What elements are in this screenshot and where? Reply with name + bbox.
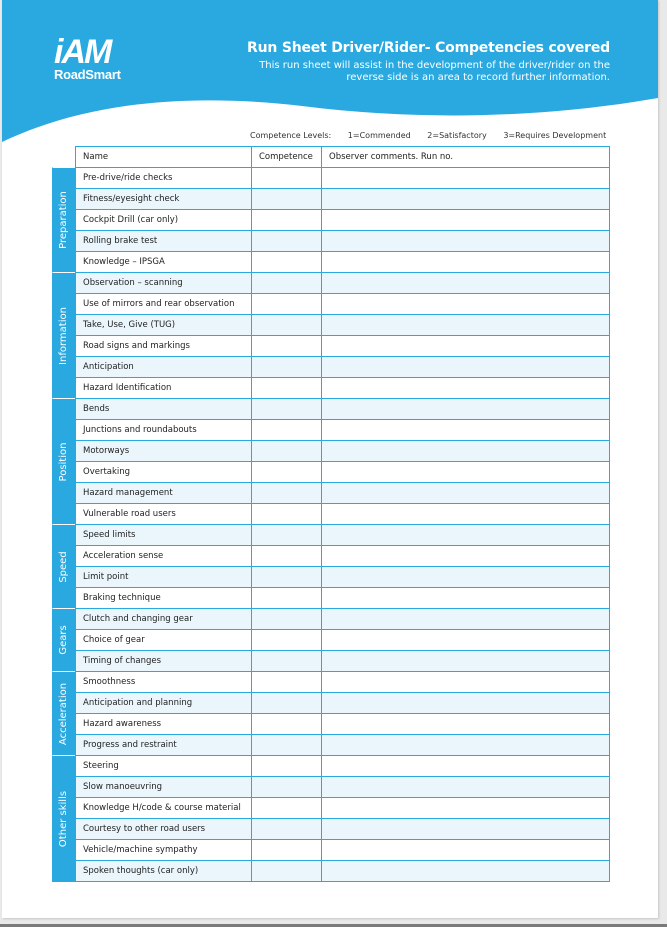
competence-cell[interactable] — [251, 671, 321, 692]
observer-comments-cell[interactable] — [321, 188, 609, 209]
competency-name: Road signs and markings — [75, 335, 251, 356]
legend-level-1: 1=Commended — [347, 131, 411, 140]
competency-name: Bends — [75, 398, 251, 419]
observer-comments-cell[interactable] — [321, 440, 609, 461]
competence-cell[interactable] — [251, 608, 321, 629]
competency-name: Vehicle/machine sympathy — [75, 839, 251, 860]
competencies-table — [52, 146, 610, 882]
observer-comments-cell[interactable] — [321, 503, 609, 524]
observer-comments-cell[interactable] — [321, 818, 609, 839]
observer-comments-cell[interactable] — [321, 629, 609, 650]
competency-name: Observation – scanning — [75, 272, 251, 293]
competency-name: Use of mirrors and rear observation — [75, 293, 251, 314]
competency-name: Hazard management — [75, 482, 251, 503]
logo-mark: iAM — [54, 33, 111, 71]
competence-cell[interactable] — [251, 545, 321, 566]
competence-cell[interactable] — [251, 251, 321, 272]
category-label: Other skills — [58, 790, 69, 847]
competence-cell[interactable] — [251, 713, 321, 734]
competency-name: Braking technique — [75, 587, 251, 608]
iam-roadsmart-logo — [54, 33, 121, 82]
competency-name: Speed limits — [75, 524, 251, 545]
competency-name: Progress and restraint — [75, 734, 251, 755]
competence-cell[interactable] — [251, 692, 321, 713]
column-header-observer-comments: Observer comments. Run no. — [321, 146, 609, 167]
legend-label: Competence Levels: — [250, 131, 332, 140]
competency-name: Smoothness — [75, 671, 251, 692]
observer-comments-cell[interactable] — [321, 587, 609, 608]
category-speed — [52, 524, 75, 608]
observer-comments-cell[interactable] — [321, 713, 609, 734]
competence-cell[interactable] — [251, 860, 321, 882]
competence-cell[interactable] — [251, 503, 321, 524]
observer-comments-cell[interactable] — [321, 566, 609, 587]
observer-comments-cell[interactable] — [321, 755, 609, 776]
competency-name: Vulnerable road users — [75, 503, 251, 524]
competency-name: Courtesy to other road users — [75, 818, 251, 839]
observer-comments-cell[interactable] — [321, 335, 609, 356]
competence-cell[interactable] — [251, 734, 321, 755]
observer-comments-cell[interactable] — [321, 272, 609, 293]
competence-legend — [250, 131, 606, 140]
competency-name: Hazard awareness — [75, 713, 251, 734]
category-label: Gears — [58, 625, 69, 655]
competency-name: Limit point — [75, 566, 251, 587]
competence-cell[interactable] — [251, 188, 321, 209]
competence-cell[interactable] — [251, 650, 321, 671]
observer-comments-cell[interactable] — [321, 860, 609, 882]
competence-cell[interactable] — [251, 587, 321, 608]
category-label: Information — [58, 306, 69, 365]
competence-cell[interactable] — [251, 230, 321, 251]
logo-subtitle: RoadSmart — [54, 67, 121, 82]
observer-comments-cell[interactable] — [321, 167, 609, 188]
competency-name: Clutch and changing gear — [75, 608, 251, 629]
observer-comments-cell[interactable] — [321, 839, 609, 860]
page-title: Run Sheet Driver/Rider- Competencies covered — [247, 40, 610, 56]
observer-comments-cell[interactable] — [321, 377, 609, 398]
legend-level-2: 2=Satisfactory — [427, 131, 487, 140]
competence-cell[interactable] — [251, 293, 321, 314]
page-subtitle: This run sheet will assist in the development of the driver/rider on the reverse side is an area to record further information. — [259, 60, 610, 83]
observer-comments-cell[interactable] — [321, 650, 609, 671]
competence-cell[interactable] — [251, 209, 321, 230]
observer-comments-cell[interactable] — [321, 671, 609, 692]
competency-name: Take, Use, Give (TUG) — [75, 314, 251, 335]
observer-comments-cell[interactable] — [321, 398, 609, 419]
competency-name: Junctions and roundabouts — [75, 419, 251, 440]
observer-comments-cell[interactable] — [321, 545, 609, 566]
table-corner — [52, 146, 75, 167]
competency-name: Acceleration sense — [75, 545, 251, 566]
category-label: Speed — [58, 550, 69, 583]
category-information — [52, 272, 75, 398]
competency-name: Fitness/eyesight check — [75, 188, 251, 209]
competency-name: Steering — [75, 755, 251, 776]
competency-name: Timing of changes — [75, 650, 251, 671]
competence-cell[interactable] — [251, 755, 321, 776]
competency-name: Knowledge H/code & course material — [75, 797, 251, 818]
observer-comments-cell[interactable] — [321, 209, 609, 230]
category-gears — [52, 608, 75, 671]
competence-cell[interactable] — [251, 398, 321, 419]
competency-name: Pre-drive/ride checks — [75, 167, 251, 188]
competence-cell[interactable] — [251, 335, 321, 356]
observer-comments-cell[interactable] — [321, 251, 609, 272]
competence-cell[interactable] — [251, 314, 321, 335]
competence-cell[interactable] — [251, 566, 321, 587]
competency-name: Motorways — [75, 440, 251, 461]
observer-comments-cell[interactable] — [321, 230, 609, 251]
competence-cell[interactable] — [251, 524, 321, 545]
competency-name: Anticipation — [75, 356, 251, 377]
competence-cell[interactable] — [251, 377, 321, 398]
observer-comments-cell[interactable] — [321, 692, 609, 713]
competence-cell[interactable] — [251, 629, 321, 650]
category-position — [52, 398, 75, 524]
competence-cell[interactable] — [251, 272, 321, 293]
competence-cell[interactable] — [251, 776, 321, 797]
competency-name: Anticipation and planning — [75, 692, 251, 713]
observer-comments-cell[interactable] — [321, 608, 609, 629]
competency-name: Choice of gear — [75, 629, 251, 650]
competence-cell[interactable] — [251, 839, 321, 860]
observer-comments-cell[interactable] — [321, 797, 609, 818]
competence-cell[interactable] — [251, 482, 321, 503]
observer-comments-cell[interactable] — [321, 482, 609, 503]
column-header-competence: Competence — [251, 146, 321, 167]
competency-name: Knowledge – IPSGA — [75, 251, 251, 272]
category-label: Preparation — [58, 191, 69, 249]
competency-name: Cockpit Drill (car only) — [75, 209, 251, 230]
column-header-name: Name — [75, 146, 251, 167]
competency-name: Slow manoeuvring — [75, 776, 251, 797]
category-label: Position — [58, 442, 69, 481]
observer-comments-cell[interactable] — [321, 734, 609, 755]
category-acceleration — [52, 671, 75, 755]
competence-cell[interactable] — [251, 167, 321, 188]
competency-name: Overtaking — [75, 461, 251, 482]
competency-name: Spoken thoughts (car only) — [75, 860, 251, 882]
competence-cell[interactable] — [251, 797, 321, 818]
observer-comments-cell[interactable] — [321, 293, 609, 314]
competence-cell[interactable] — [251, 356, 321, 377]
observer-comments-cell[interactable] — [321, 524, 609, 545]
category-preparation — [52, 167, 75, 272]
observer-comments-cell[interactable] — [321, 356, 609, 377]
legend-level-3: 3=Requires Development — [503, 131, 607, 140]
observer-comments-cell[interactable] — [321, 776, 609, 797]
competence-cell[interactable] — [251, 419, 321, 440]
competence-cell[interactable] — [251, 440, 321, 461]
competence-cell[interactable] — [251, 461, 321, 482]
category-other-skills — [52, 755, 75, 882]
observer-comments-cell[interactable] — [321, 314, 609, 335]
category-label: Acceleration — [58, 682, 69, 745]
competency-name: Rolling brake test — [75, 230, 251, 251]
observer-comments-cell[interactable] — [321, 461, 609, 482]
run-sheet-page — [2, 0, 658, 918]
competence-cell[interactable] — [251, 818, 321, 839]
competency-name: Hazard Identification — [75, 377, 251, 398]
observer-comments-cell[interactable] — [321, 419, 609, 440]
